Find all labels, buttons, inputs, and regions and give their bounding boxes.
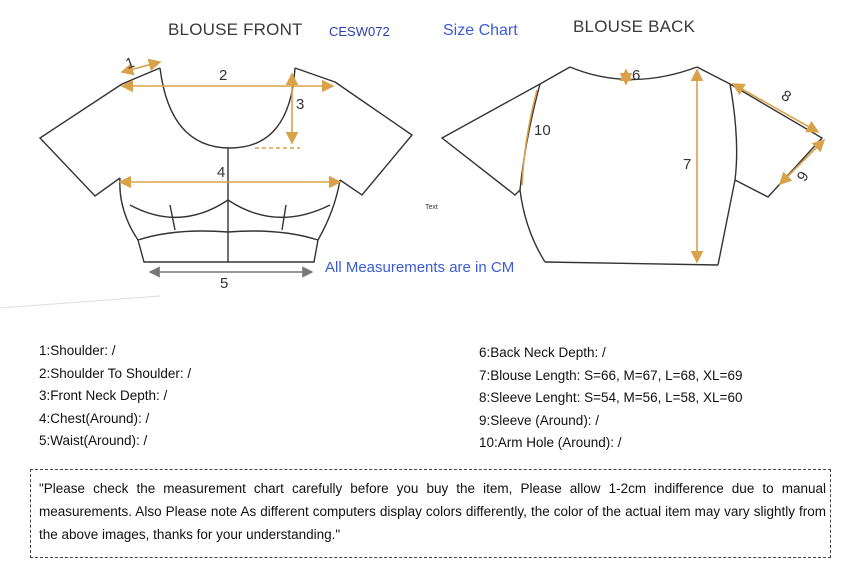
- back-title: BLOUSE BACK: [573, 17, 696, 36]
- measurement-item: 5:Waist(Around): /: [39, 433, 148, 448]
- marker-6: 6: [632, 67, 641, 84]
- size-chart-label: Size Chart: [443, 22, 518, 39]
- measurement-item: 1:Shoulder: /: [39, 343, 116, 358]
- measurement-item: 7:Blouse Length: S=66, M=67, L=68, XL=69: [479, 367, 743, 383]
- back-outline: [442, 67, 822, 265]
- measurement-item: 6:Back Neck Depth: /: [479, 345, 606, 360]
- marker-10: 10: [534, 122, 551, 139]
- marker-4: 4: [217, 164, 226, 181]
- front-measure-lines: [120, 62, 340, 182]
- marker-9: 9: [793, 168, 813, 185]
- front-title: BLOUSE FRONT: [168, 20, 303, 39]
- measurement-item: 9:Sleeve (Around): /: [479, 412, 600, 428]
- marker-3: 3: [296, 96, 305, 113]
- measurement-item: 3:Front Neck Depth: /: [39, 388, 168, 403]
- marker-8: 8: [778, 87, 795, 106]
- measurement-item: 4:Chest(Around): /: [39, 410, 150, 426]
- measurements-right: [479, 342, 742, 455]
- front-outline: [40, 68, 412, 262]
- text-label: Text: [425, 204, 438, 211]
- product-code: CESW072: [329, 24, 390, 39]
- measurement-item: 2:Shoulder To Shoulder: /: [39, 365, 192, 381]
- marker-2: 2: [219, 67, 228, 84]
- measurements-left: [39, 340, 191, 453]
- marker-5: 5: [220, 275, 229, 292]
- measurement-item: 10:Arm Hole (Around): /: [479, 435, 622, 450]
- marker-7: 7: [683, 156, 692, 173]
- measurement-item: 8:Sleeve Lenght: S=54, M=56, L=58, XL=60: [479, 390, 743, 405]
- marker-1: 1: [123, 54, 137, 73]
- disclaimer-box: "Please check the measurement chart carefully before you buy the item, Please allow 1-2cm indifference due to manual measurements. Also Please note As different computers display colors differently, the color of the actual item may vary slightly from the above images, thanks for your understanding.": [30, 469, 831, 558]
- units-note: All Measurements are in CM: [325, 259, 515, 276]
